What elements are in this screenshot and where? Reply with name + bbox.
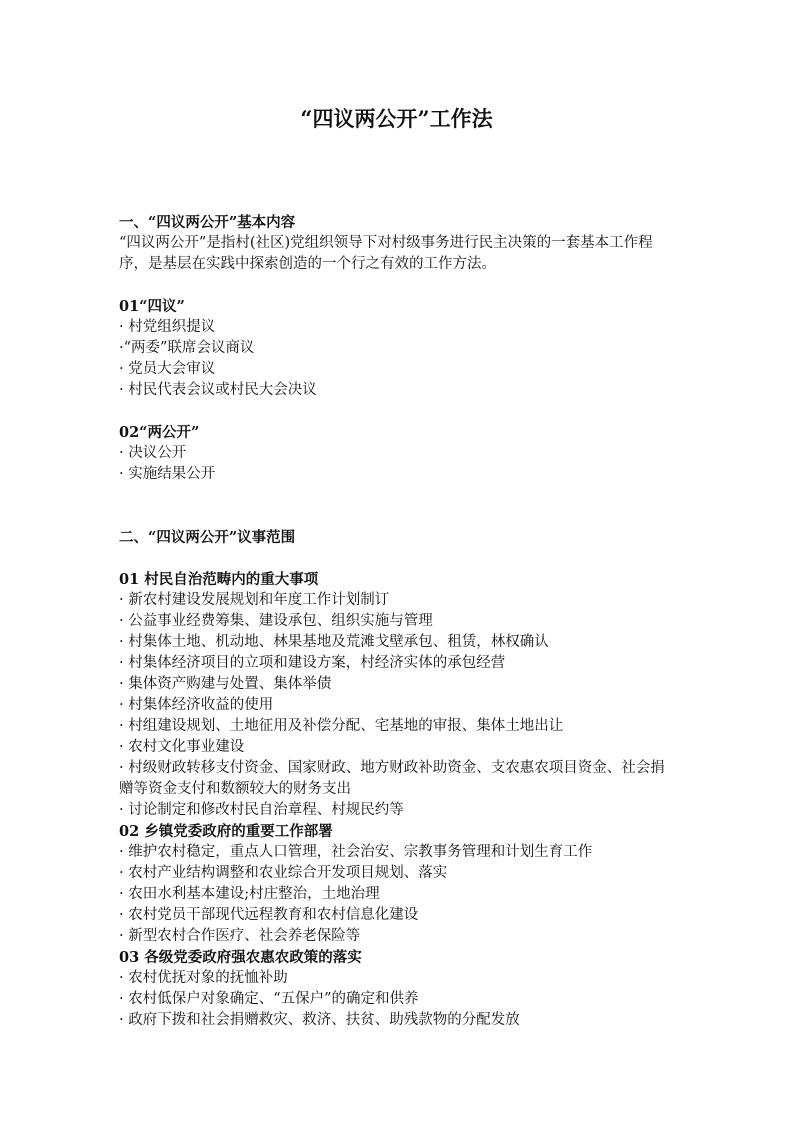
- siyi-item: · 党员大会审议: [119, 361, 216, 377]
- group2-item: · 维护农村稳定，重点人口管理，社会治安、宗教事务管理和计划生育工作: [119, 844, 593, 860]
- group1-item: · 讨论制定和修改村民自治章程、村规民约等: [119, 802, 404, 818]
- lianggongkai-item: · 实施结果公开: [119, 466, 216, 482]
- group3-item: · 农村低保户对象确定、“五保户”的确定和供养: [119, 991, 419, 1007]
- group1-item: · 村集体经济项目的立项和建设方案，村经济实体的承包经营: [119, 655, 506, 671]
- document-body: [119, 212, 679, 1031]
- group1-item: · 农村文化事业建设: [119, 739, 245, 755]
- group1-item: · 村级财政转移支付资金、国家财政、地方财政补助资金、支农惠农项目资金、社会捐赠等资金支付和数额较大的财务支出: [119, 760, 665, 797]
- lianggongkai-item: · 决议公开: [119, 445, 187, 461]
- group1-heading: 01 村民自治范畴内的重大事项: [119, 571, 319, 588]
- siyi-heading: 01“四议”: [119, 298, 185, 315]
- group3-item: · 农村优抚对象的抚恤补助: [119, 970, 288, 986]
- lianggongkai-heading: 02“两公开”: [119, 424, 200, 441]
- group3-item: · 政府下拨和社会捐赠救灾、救济、扶贫、助残款物的分配发放: [119, 1012, 520, 1028]
- siyi-item: ·“两委”联席会议商议: [119, 340, 255, 356]
- group2-item: · 新型农村合作医疗、社会养老保险等: [119, 928, 361, 944]
- siyi-item: · 村党组织提议: [119, 319, 216, 335]
- document-title: “四议两公开”工作法: [300, 106, 493, 131]
- group1-item: · 公益事业经费筹集、建设承包、组织实施与管理: [119, 613, 433, 629]
- section1-intro: “四议两公开”是指村(社区)党组织领导下对村级事务进行民主决策的一套基本工作程序，是基层在实践中探索创造的一个行之有效的工作方法。: [119, 235, 653, 272]
- group2-heading: 02 乡镇党委政府的重要工作部署: [119, 823, 333, 840]
- group1-item: · 集体资产购建与处置、集体举债: [119, 676, 332, 692]
- group1-item: · 村组建设规划、土地征用及补偿分配、宅基地的审报、集体土地出让: [119, 718, 564, 734]
- group1-item: · 新农村建设发展规划和年度工作计划制订: [119, 592, 390, 608]
- section1-heading: 一、“四议两公开”基本内容: [119, 214, 296, 231]
- group1-item: · 村集体经济收益的使用: [119, 697, 274, 713]
- group2-item: · 农田水利基本建设;村庄整治，土地治理: [119, 886, 380, 902]
- group2-item: · 农村党员干部现代远程教育和农村信息化建设: [119, 907, 419, 923]
- section2-heading: 二、“四议两公开”议事范围: [119, 529, 296, 546]
- siyi-item: · 村民代表会议或村民大会决议: [119, 382, 317, 398]
- group2-item: · 农村产业结构调整和农业综合开发项目规划、落实: [119, 865, 448, 881]
- group3-heading: 03 各级党委政府强农惠农政策的落实: [119, 949, 362, 966]
- group1-item: · 村集体土地、机动地、林果基地及荒滩戈壁承包、租赁，林权确认: [119, 634, 549, 650]
